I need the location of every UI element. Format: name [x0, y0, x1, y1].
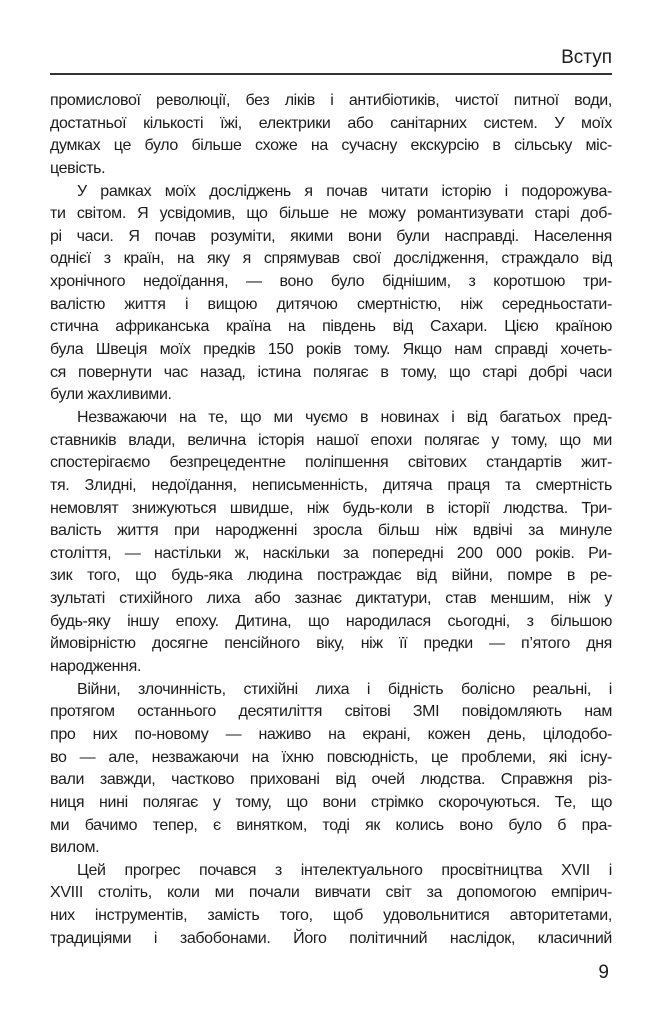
text-line: рі часи. Я почав розуміти, якими вони були насправді. Населення	[50, 227, 612, 245]
text-line: народження.	[50, 658, 142, 676]
running-head-title: Вступ	[561, 47, 612, 68]
text-line: вали завжди, частково приховані від очей людства. Справжня різ-	[50, 771, 612, 789]
text-line: вилом.	[50, 839, 100, 857]
text-line: зик того, що будь-яка людина постраждає від війни, помре в ре-	[50, 567, 612, 585]
text-line: думках це було більше схоже на сучасну екскурсію в сільську міс-	[50, 137, 612, 155]
text-line: У рамках моїх досліджень я почав читати історію і подорожува-	[77, 182, 612, 200]
text-line: про них по-новому — наживо на екрані, кожен день, цілодобо-	[50, 725, 612, 743]
paragraph	[50, 90, 612, 181]
text-line: зультаті стихійного лиха або зазнає диктатури, став меншим, ніж у	[50, 590, 612, 608]
text-line: валістю життя і вищою дитячою смертністю, ніж середньостати-	[50, 295, 612, 313]
text-line: ми бачимо тепер, є винятком, тоді як колись воно було б пра-	[50, 816, 612, 834]
text-line: Війни, злочинність, стихійні лиха і бідність болісно реальні, і	[77, 680, 612, 698]
text-line: протягом останнього десятиліття світові ЗМІ повідомляють нам	[50, 703, 612, 721]
text-line: ставників влади, велична історія нашої епохи полягає у тому, що ми	[50, 431, 612, 449]
paragraph	[50, 679, 612, 860]
text-line: них інструментів, замість того, щоб удовольнитися авторитетами,	[50, 907, 612, 925]
body-text	[50, 90, 612, 950]
text-line: Цей прогрес почався з інтелектуального просвітництва XVII і	[77, 861, 612, 879]
page-number: 9	[598, 962, 609, 983]
text-line: Незважаючи на те, що ми чуємо в новинах і від багатьох пред-	[77, 408, 612, 426]
text-line: ти світом. Я усвідомив, що більше не можу романтизувати старі доб-	[50, 205, 612, 223]
text-line: століття, — настільки ж, наскільки за попередні 200 000 років. Ри-	[50, 544, 612, 562]
text-line: традиціями і забобонами. Його політичний наслідок, класичний	[50, 929, 612, 947]
text-line: ниця нині полягає у тому, що вони стрімко скорочуються. Те, що	[50, 793, 612, 811]
text-line: немовлят знижуються швидше, ніж будь-коли в історії людства. Три-	[50, 499, 612, 517]
text-line: валість життя при народженні зросла більш ніж вдвічі за минуле	[50, 522, 612, 540]
text-line: стична африканська країна на південь від Сахари. Цією країною	[50, 318, 612, 336]
text-line: XVIII століть, коли ми почали вивчати світ за допомогою емпірич-	[50, 884, 612, 902]
text-line: була Швеція моїх предків 150 років тому. Якщо нам справді хочеть-	[50, 341, 612, 359]
paragraph	[50, 407, 612, 679]
text-line: ймовірністю досягне пенсійного віку, ніж її предки — п’ятого дня	[50, 635, 612, 653]
paragraph	[50, 860, 612, 951]
text-line: тя. Злидні, недоїдання, неписьменність, дитяча праця та смертність	[50, 476, 612, 494]
text-line: однієї з країн, на яку я спрямував свої дослідження, страждало від	[50, 250, 612, 268]
text-line: ся повернути час назад, істина полягає в тому, що старі добрі часи	[50, 363, 612, 381]
text-line: спостерігаємо безпрецедентне поліпшення світових стандартів жит-	[50, 454, 612, 472]
text-line: цевість.	[50, 159, 106, 177]
text-line: во — але, незважаючи на їхню повсюдність, це проблеми, які існу-	[50, 748, 612, 766]
text-line: були жахливими.	[50, 386, 172, 404]
text-line: будь-яку іншу епоху. Дитина, що народилася сьогодні, з більшою	[50, 612, 612, 630]
paragraph	[50, 181, 612, 407]
text-line: хронічного недоїдання, — воно було біднішим, з коротшою три-	[50, 273, 612, 291]
text-line: промислової революції, без ліків і антибіотиків, чистої питної води,	[50, 92, 612, 109]
text-line: достатньої кількості їжі, електрики або санітарних систем. У моїх	[50, 114, 612, 132]
header-rule	[50, 73, 612, 75]
